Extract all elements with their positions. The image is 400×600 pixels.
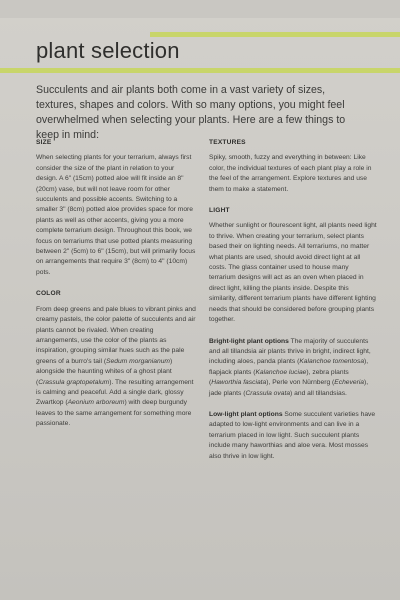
bright-light-options: Bright-light plant options The majority of succulents and all tillandsia air plants thrive in bright, indirect light, including aloes, panda plants (Kalanchoe tomentosa), flapjack plants (Kalanchoe luciae), zebra plants (Haworthia fasciata), Perle von Nürnberg (Echeveria), jade plants (Crassula ovata) and all tillandsias.	[209, 337, 371, 397]
textures-heading: TEXTURES	[209, 139, 246, 146]
right-column	[209, 138, 377, 473]
accent-rule-top	[150, 32, 400, 37]
intro-paragraph: Succulents and air plants both come in a vast variety of sizes, textures, shapes and colors. With so many options, you might feel overwhelmed when selecting your plants. Here are a few things to keep in mind:	[36, 84, 346, 141]
color-body: From deep greens and pale blues to vibrant pinks and creamy pastels, the color palette of succulents and air plants cannot be rivaled. When creating arrangements, use the color of the plants as inspiration, grouping similar hues such as the pale greens of a burro's tail (Sedum morganianum) alongside the haunting whites of a ghost plant (Crassula graptopetalum). The resulting arrangement is calming and peaceful. Add a single dark, glossy Zwartkop (Aeonium arboreum) with deep burgundy leaves to the same arrangement for something more passionate.	[36, 305, 196, 428]
size-heading: SIZE	[36, 139, 52, 146]
size-body: When selecting plants for your terrarium, always first consider the size of the plant in relation to your design. A 6" (15cm) potted aloe will fit inside an 8" (20cm) vase, but will not leave room for other succulents and possible accents. Switching to a smaller 3" (8cm) potted aloe provides space for more plants as well as other accents, giving you a more complete terrarium design. Throughout this book, we focus on terrariums that use potted plants measuring between 2" (5cm) to 6" (15cm), but will primarily focus on arrangements that require 3" (8cm) to 4" (10cm) pots.	[36, 154, 196, 276]
accent-rule-under-title	[0, 68, 400, 73]
light-body: Whether sunlight or flourescent light, all plants need light to thrive. When creating your terrarium, select plants based their on lighting needs. All terrariums, no matter what plants are used, should avoid direct light at all costs. The glass container used to house many terrarium designs will act as an oven when placed in direct light, killing the plants inside. Despite this similarity, different terrarium plants have different lighting needs that should be considered before grouping plants together.	[209, 222, 377, 324]
left-column	[36, 138, 196, 441]
page-title: plant selection	[36, 38, 180, 63]
low-light-options: Low-light plant options Some succulent varieties have adapted to low-light environments and can live in a terrarium placed in low light. Such succulent plants include many haworthias and aloe vera. Most mosses also thrive in low light.	[209, 410, 376, 460]
textures-body: Spiky, smooth, fuzzy and everything in between: Like color, the individual textures of each plant play a role in the feel of the arrangement. Explore textures and use them to make a statement.	[209, 154, 372, 193]
color-heading: COLOR	[36, 290, 61, 298]
top-edge	[0, 0, 400, 18]
light-heading: LIGHT	[209, 207, 230, 215]
